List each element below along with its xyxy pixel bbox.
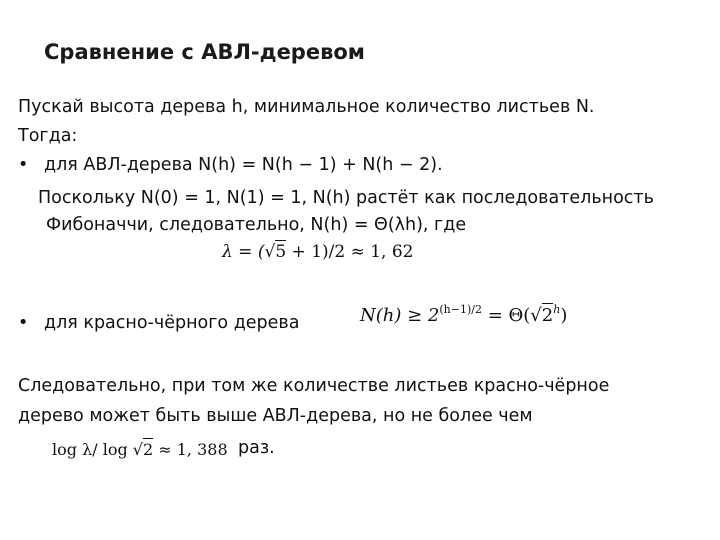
formula-ratio-lhs: log λ/ log bbox=[52, 440, 133, 459]
text-line-height-definition: Пускай высота дерева h, минимальное количество листьев N. bbox=[18, 97, 595, 117]
formula-ratio bbox=[52, 440, 228, 459]
formula-rb-exponent: (h−1)/2 bbox=[439, 303, 482, 316]
bullet-avl-text: для АВЛ-дерева N(h) = N(h − 1) + N(h − 2). bbox=[44, 155, 443, 175]
formula-ratio-rhs: ≈ 1, 388 bbox=[153, 440, 228, 459]
formula-lambda-rhs: + 1)/2 ≈ 1, 62 bbox=[286, 242, 414, 262]
formula-rb-close: ) bbox=[560, 305, 568, 326]
formula-rb-mid: = Θ( bbox=[481, 305, 531, 326]
slide-title: Сравнение с АВЛ-деревом bbox=[44, 40, 365, 64]
bullet-mark: • bbox=[18, 155, 29, 175]
formula-ratio-radicand: 2 bbox=[142, 440, 154, 459]
formula-lambda-lhs: λ = ( bbox=[222, 242, 265, 262]
bullet-red-black bbox=[18, 312, 299, 334]
text-line-conclusion-1: Следовательно, при том же количестве листьев красно-чёрное bbox=[18, 376, 610, 396]
sqrt-sign: √ bbox=[530, 305, 542, 326]
formula-lambda bbox=[222, 242, 414, 262]
formula-red-black bbox=[360, 303, 567, 326]
bullet-mark: • bbox=[18, 313, 29, 333]
formula-lambda-radicand: 5 bbox=[275, 242, 287, 262]
formula-rb-lhs: N(h) ≥ 2 bbox=[360, 305, 440, 326]
formula-rb-radicand: 2 bbox=[541, 305, 554, 326]
text-line-fibonacci-1: Поскольку N(0) = 1, N(1) = 1, N(h) растёт как последовательность bbox=[38, 188, 654, 208]
bullet-avl bbox=[18, 154, 443, 176]
sqrt-sign: √ bbox=[132, 440, 143, 459]
text-line-fibonacci-2: Фибоначчи, следовательно, N(h) = Θ(λh), где bbox=[46, 215, 467, 235]
bullet-red-black-text: для красно-чёрного дерева bbox=[44, 313, 300, 333]
text-times-word: раз. bbox=[238, 438, 275, 458]
sqrt-sign: √ bbox=[264, 242, 276, 262]
text-line-then: Тогда: bbox=[18, 126, 78, 146]
text-line-conclusion-2: дерево может быть выше АВЛ-дерева, но не более чем bbox=[18, 406, 533, 426]
formula-rb-power: h bbox=[553, 303, 561, 316]
